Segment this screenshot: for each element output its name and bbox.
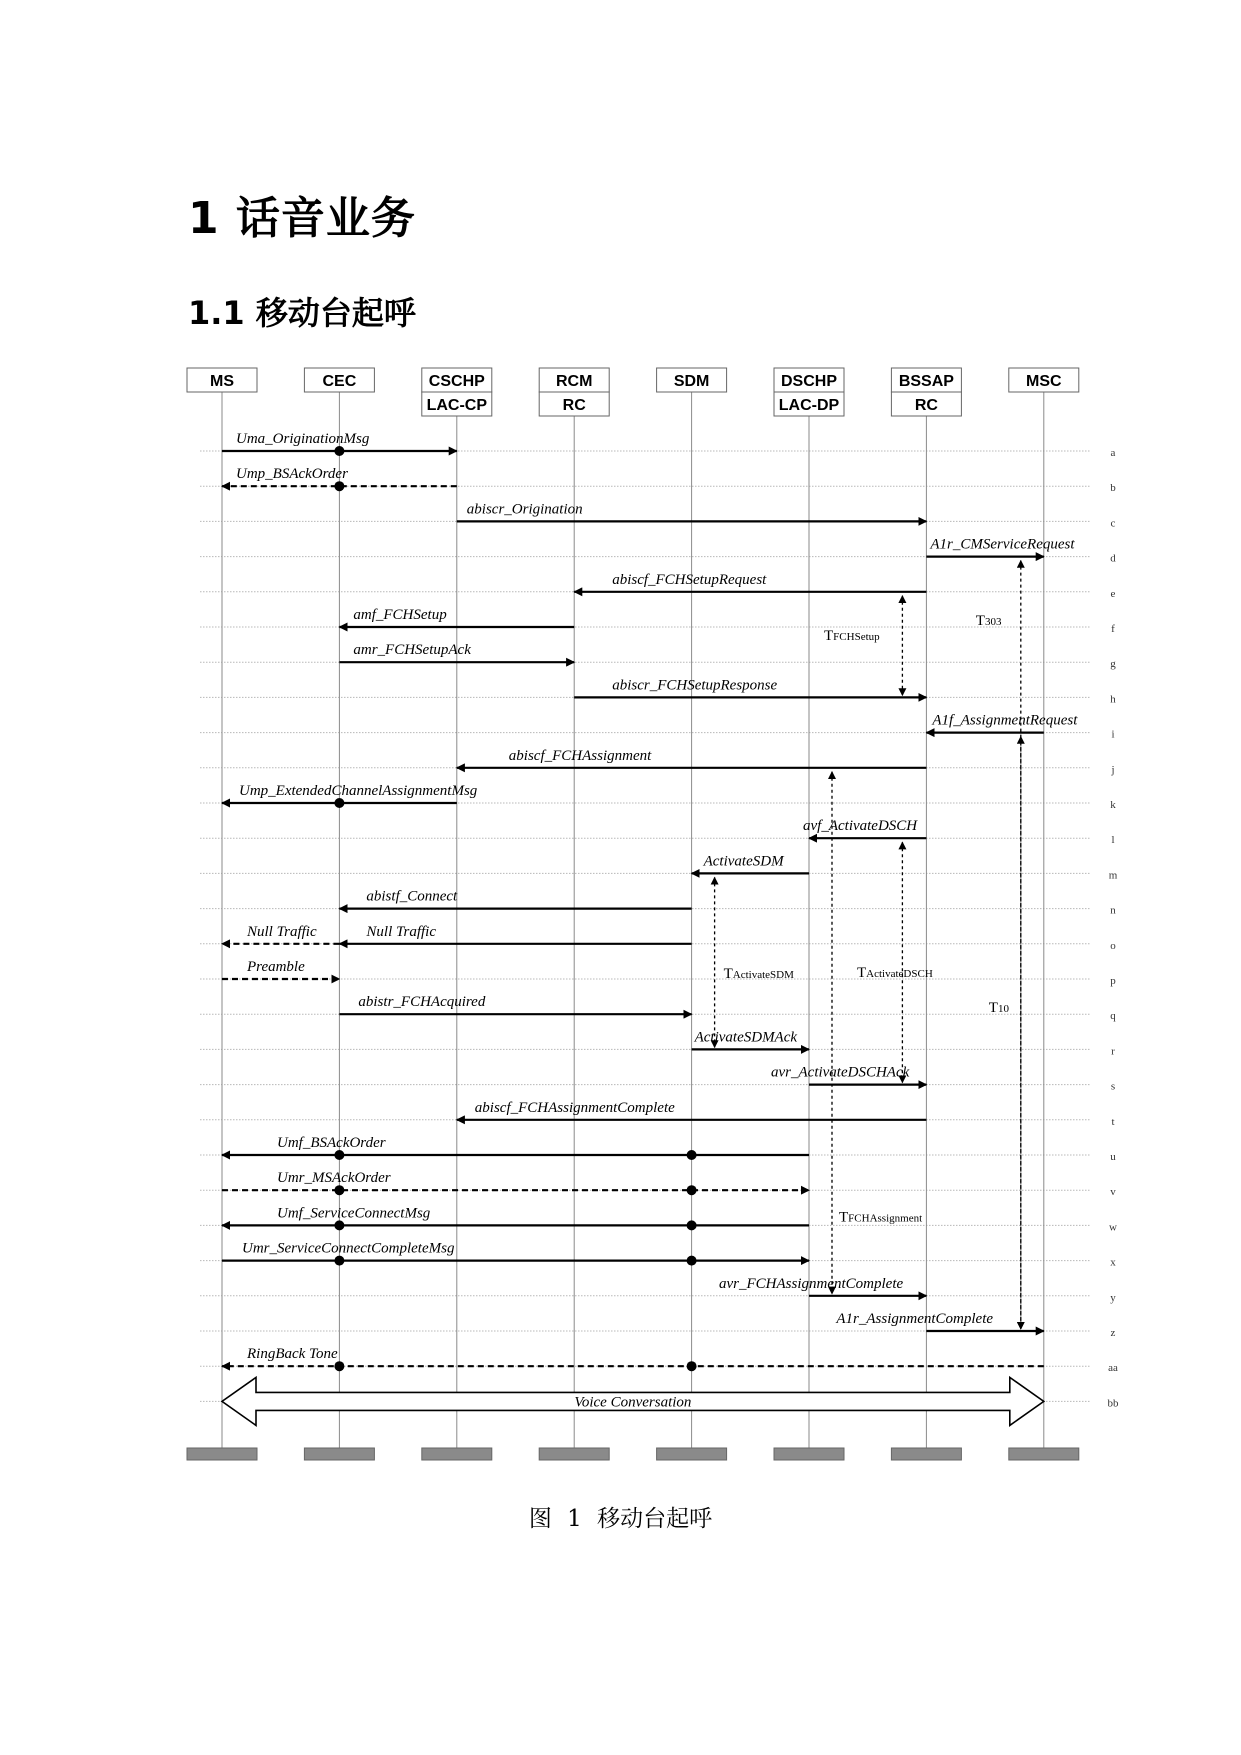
message-label: Umr_ServiceConnectCompleteMsg: [242, 1240, 455, 1257]
entity-label: RCM: [555, 373, 593, 390]
message-label: abiscf_FCHAssignment: [508, 747, 652, 764]
lifeline-end-bar: [891, 1448, 961, 1460]
timer-subscript: FCHAssignment: [848, 1212, 923, 1225]
message-label: RingBack Tone: [247, 1346, 338, 1363]
message-label: ActivateSDMAck: [694, 1029, 798, 1046]
message-label: Umr_MSAckOrder: [277, 1170, 391, 1187]
message-relay-dot: [334, 798, 344, 808]
message-label: abiscr_Origination: [466, 501, 583, 518]
row-letter: r: [1111, 1045, 1115, 1058]
subsection-heading: 1.1 移动台起呼: [188, 294, 416, 332]
message-label: Umf_ServiceConnectMsg: [277, 1205, 431, 1222]
row-letter: a: [1110, 447, 1116, 459]
row-letter: x: [1110, 1256, 1116, 1269]
message-relay-dot: [334, 1185, 344, 1195]
message-relay-dot: [334, 1361, 344, 1371]
message-label: avf_ActivateDSCH: [803, 818, 918, 835]
row-letter: y: [1110, 1291, 1116, 1304]
row-letter: l: [1111, 834, 1115, 847]
row-letter: b: [1110, 482, 1116, 495]
message-label: Null Traffic: [366, 923, 437, 940]
entity-label: CSCHP: [428, 373, 485, 390]
figure-caption: 图 1 移动台起呼: [528, 1506, 713, 1532]
timer-label: [976, 613, 1002, 629]
timer-label: [839, 1209, 922, 1225]
lifeline-end-bar: [774, 1448, 844, 1460]
timer-name: T: [824, 628, 834, 644]
row-letter: z: [1110, 1327, 1116, 1339]
message-relay-dot: [687, 1150, 697, 1160]
row-letter: k: [1110, 799, 1116, 811]
message-label: avr_ActivateDSCHAck: [771, 1064, 910, 1081]
lifeline-end-bar: [422, 1448, 492, 1460]
timer-label: [857, 965, 933, 981]
timer-name: T: [839, 1209, 849, 1226]
message-relay-dot: [687, 1220, 697, 1230]
entity-sublabel: LAC-DP: [778, 397, 840, 414]
lifeline-end-bar: [539, 1448, 609, 1460]
timer-name: T: [857, 964, 867, 981]
message-label: Uma_OriginationMsg: [236, 431, 370, 447]
row-letter: t: [1111, 1115, 1115, 1128]
message-relay-dot: [334, 1220, 344, 1230]
message-relay-dot: [687, 1185, 697, 1195]
lifeline-end-bar: [657, 1448, 727, 1460]
message-relay-dot: [334, 1150, 344, 1160]
row-letter: e: [1110, 587, 1116, 600]
voice-conversation-label: Voice Conversation: [574, 1394, 692, 1411]
message-label: abiscf_FCHSetupRequest: [612, 571, 767, 588]
row-letter: aa: [1108, 1362, 1118, 1375]
entity-label: MS: [210, 373, 234, 390]
entity-sublabel: RC: [914, 397, 938, 414]
row-letter: w: [1109, 1221, 1117, 1234]
message-label: Umf_BSAckOrder: [277, 1135, 386, 1151]
row-letter: s: [1110, 1080, 1116, 1093]
row-letter: p: [1110, 975, 1116, 987]
message-relay-dot: [687, 1256, 697, 1266]
message-relay-dot: [334, 481, 344, 491]
message-label: amf_FCHSetup: [353, 607, 447, 623]
message-label: amr_FCHSetupAck: [353, 642, 471, 659]
row-letter: v: [1110, 1186, 1116, 1199]
row-letter: g: [1110, 658, 1116, 671]
row-letter: u: [1110, 1151, 1116, 1163]
message-label: abiscf_FCHAssignmentComplete: [474, 1099, 675, 1116]
row-letter: f: [1111, 623, 1115, 635]
message-label: Ump_BSAckOrder: [236, 466, 348, 483]
row-letter: q: [1110, 1010, 1116, 1023]
message-label: avr_FCHAssignmentComplete: [719, 1275, 904, 1292]
message-label: Null Traffic: [247, 923, 317, 940]
message-label: abistf_Connect: [366, 888, 458, 905]
entity-sublabel: LAC-CP: [426, 397, 488, 414]
message-relay-dot: [334, 446, 344, 456]
message-label: A1f_AssignmentRequest: [932, 712, 1078, 729]
message-label: abistr_FCHAcquired: [358, 994, 486, 1011]
row-letter: d: [1110, 552, 1116, 565]
row-letter: n: [1110, 904, 1116, 917]
message-label: A1r_AssignmentComplete: [836, 1311, 994, 1327]
section-heading: 1 话音业务: [188, 193, 416, 244]
timer-label: [989, 1000, 1010, 1016]
lifeline-end-bar: [304, 1448, 374, 1460]
entity-label: CEC: [322, 373, 357, 390]
row-letter: c: [1110, 517, 1116, 530]
timer-label: [724, 966, 794, 982]
lifeline-end-bar: [1009, 1448, 1079, 1460]
row-letter: bb: [1107, 1397, 1119, 1410]
row-letter: m: [1108, 869, 1118, 882]
timer-name: T: [723, 966, 733, 982]
lifeline-end-bar: [187, 1448, 257, 1460]
message-label: A1r_CMServiceRequest: [930, 536, 1075, 553]
entity-label: MSC: [1026, 373, 1062, 390]
message-relay-dot: [334, 1256, 344, 1266]
timer-subscript: FCHSetup: [833, 631, 880, 643]
message-label: Preamble: [247, 959, 305, 975]
timer-name: T: [975, 612, 985, 629]
row-letter: j: [1111, 763, 1115, 776]
timer-subscript: ActivateDSCH: [866, 967, 933, 980]
row-letter: o: [1110, 939, 1116, 952]
entity-label: DSCHP: [780, 373, 838, 390]
timer-name: T: [988, 1000, 998, 1017]
message-relay-dot: [687, 1361, 697, 1371]
timer-label: [824, 628, 880, 644]
message-label: abiscr_FCHSetupResponse: [612, 677, 778, 694]
row-letter: i: [1111, 728, 1115, 741]
entity-label: BSSAP: [898, 373, 954, 390]
timer-subscript: 10: [997, 1003, 1009, 1016]
message-label: ActivateSDM: [703, 853, 784, 870]
row-letter: h: [1110, 693, 1116, 706]
entity-label: SDM: [673, 373, 710, 390]
message-label: Ump_ExtendedChannelAssignmentMsg: [239, 783, 478, 799]
timer-subscript: 303: [984, 615, 1002, 628]
entity-sublabel: RC: [562, 397, 586, 414]
timer-subscript: ActivateSDM: [732, 969, 794, 981]
